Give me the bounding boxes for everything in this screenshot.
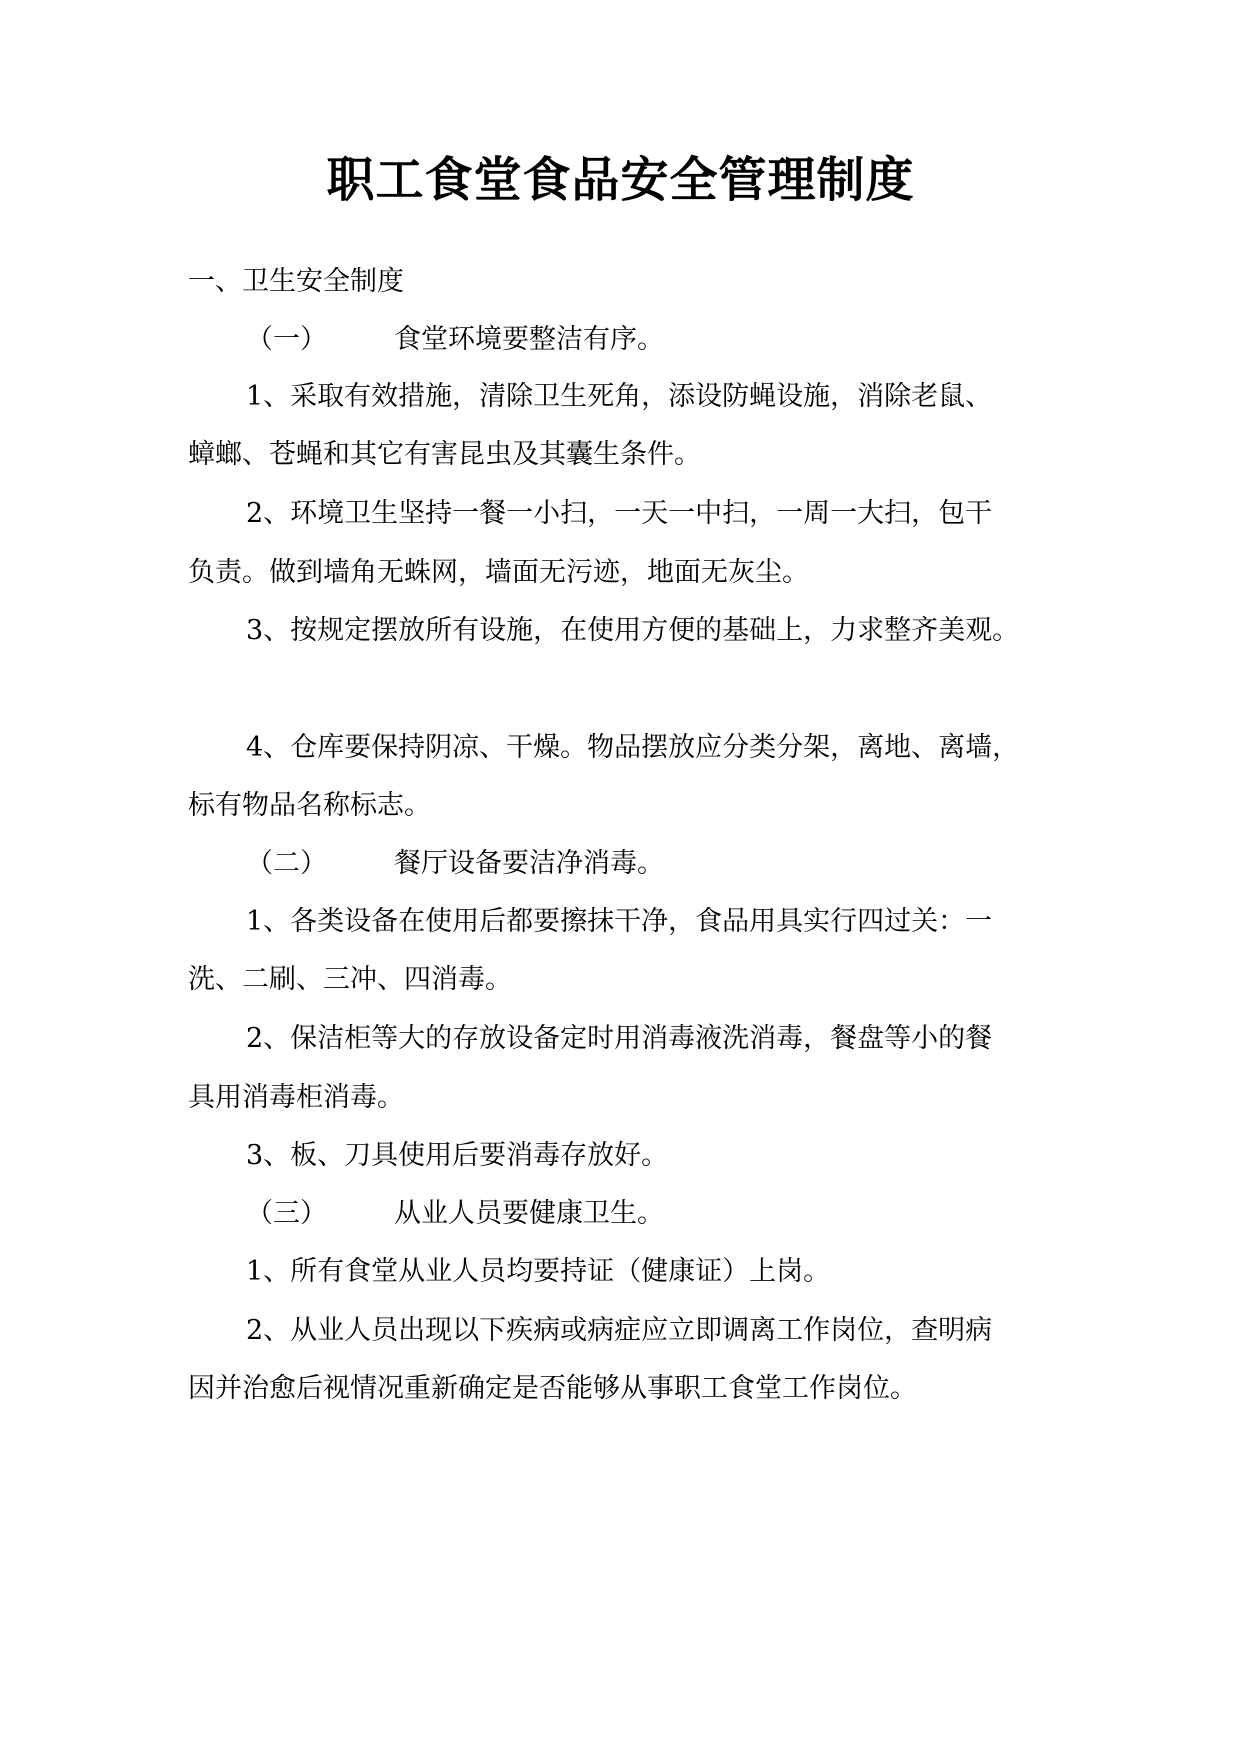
paragraph-line: 3、按规定摆放所有设施，在使用方便的基础上，力求整齐美观。 [246, 615, 1020, 646]
subsection-number: （三） [246, 1198, 327, 1229]
page-title: 职工食堂食品安全管理制度 [326, 152, 915, 208]
paragraph-line: 蟑螂、苍蝇和其它有害昆虫及其囊生条件。 [188, 439, 701, 470]
paragraph-line: 标有物品名称标志。 [188, 790, 431, 821]
paragraph-line: 2、环境卫生坚持一餐一小扫，一天一中扫，一周一大扫，包干 [246, 498, 993, 529]
subsection-number: （一） [246, 324, 327, 355]
subsection-number: （二） [246, 848, 327, 879]
subsection-heading [246, 320, 664, 360]
section-heading: 一、卫生安全制度 [188, 266, 404, 297]
subsection-text: 餐厅设备要洁净消毒。 [394, 848, 664, 879]
paragraph-line: 具用消毒柜消毒。 [188, 1082, 404, 1113]
paragraph-line: 1、各类设备在使用后都要擦抹干净，食品用具实行四过关：一 [246, 906, 993, 937]
subsection-text: 从业人员要健康卫生。 [394, 1198, 664, 1229]
paragraph-line: 1、采取有效措施，清除卫生死角，添设防蝇设施，消除老鼠、 [246, 381, 993, 412]
paragraph-line: 负责。做到墙角无蛛网，墙面无污迹，地面无灰尘。 [188, 557, 809, 588]
subsection-heading [246, 1194, 664, 1234]
subsection-heading [246, 844, 664, 884]
paragraph-line: 2、从业人员出现以下疾病或病症应立即调离工作岗位，查明病 [246, 1315, 993, 1346]
subsection-text: 食堂环境要整洁有序。 [394, 324, 664, 355]
paragraph-line: 洗、二刷、三冲、四消毒。 [188, 964, 512, 995]
paragraph-line: 2、保洁柜等大的存放设备定时用消毒液洗消毒，餐盘等小的餐 [246, 1023, 993, 1054]
paragraph-line: 因并治愈后视情况重新确定是否能够从事职工食堂工作岗位。 [188, 1373, 917, 1404]
paragraph-line: 1、所有食堂从业人员均要持证（健康证）上岗。 [246, 1256, 831, 1287]
paragraph-line: 3、板、刀具使用后要消毒存放好。 [246, 1140, 669, 1171]
paragraph-line: 4、仓库要保持阴凉、干燥。物品摆放应分类分架，离地、离墙， [246, 732, 1020, 763]
